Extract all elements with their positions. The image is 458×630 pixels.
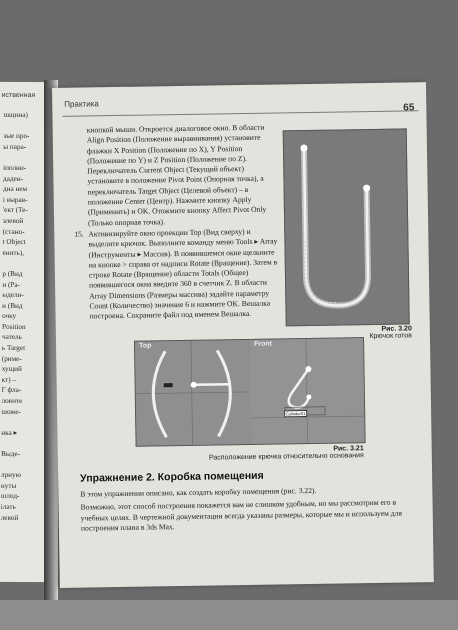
left-page-line: і вырав-	[2, 195, 28, 204]
figure-number: Рис. 3.20	[381, 325, 412, 333]
left-page-line: шщина)	[3, 110, 28, 120]
exercise-paragraph-2: Возможно, этот способ построения покажется вам не слишком удобным, но мы рассмотрим его в учебных целях. В чертежной документации всегда указаны размеры, которые мы и используем для построения плана в 3ds Max.	[80, 497, 402, 533]
left-page-line	[2, 258, 28, 269]
figure-3-21-image	[134, 337, 366, 447]
viewport-top	[135, 340, 250, 446]
header-rule	[62, 110, 418, 117]
step-number: 15.	[74, 229, 84, 239]
exercise-paragraph-1: В этом упражнении описано, как создать коробку помещения (рис. 3.22).	[80, 485, 317, 499]
left-page-line: шоже-	[1, 407, 21, 416]
left-page-line: Выде-	[1, 449, 21, 458]
exercise-body	[80, 484, 421, 537]
paragraph-continuation: кнопкой мыши. Откроется диалоговое окно. В области Align Position (Положение выравнивания) установите флажки X Position (Положение по X), Y Position (Положение по Y) и Z Position (Положение по Z). Переключатель Current Object (Текущий объект) установите в положение Pivot Point (Опорная точка), а переключатель Target Object (Целевой объект) – в положение Center (Центр). Нажмите кнопку Apply (Применить) и OK. Отожмите кнопку Affect Pivot Only (Только опорная точка).	[86, 122, 267, 228]
left-page-line: хущий	[1, 365, 22, 374]
left-page-line	[1, 459, 27, 470]
top-view-render	[135, 340, 250, 446]
left-page-line: ілать	[0, 502, 16, 511]
left-page-line: шлод-	[0, 492, 20, 501]
left-page-line	[1, 438, 27, 449]
object-tag: Cylinder01	[284, 410, 307, 417]
left-page-line: (стано-	[2, 227, 25, 236]
step-text: Активизируйте окно проекции Top (Вид сверху) и выделите крючок. Выполните команду меню Tools ▸ Array (Инструменты ▸ Массив). В появившемся окне щелкните на кнопке > справа от надписи Rotate (Вращение). Затем в строке Rotate (Вращение) области Totals (Общее) появившегося окна введите 360 в счетчик Z. В области Array Dimensions (Размеры массива) задайте параметру Count (Количество) значение 6 и нажмите OK. Вешалка построена. Сохраните файл под именем Вешалка.	[88, 226, 278, 321]
left-page-line: нка ▸	[1, 428, 18, 437]
left-page-line: ь Target	[1, 343, 26, 353]
left-page-line: t Object	[2, 237, 26, 247]
viewport-front	[250, 338, 365, 444]
left-page-header: иственная	[1, 91, 36, 100]
left-page-line: лрную	[0, 471, 22, 480]
book-page	[52, 82, 434, 588]
left-page-line: даден-	[3, 174, 24, 183]
left-page-line: ыдели-	[2, 290, 24, 300]
left-page	[0, 82, 50, 582]
left-page-line: очку	[2, 312, 17, 321]
left-page-line: элевой	[2, 216, 24, 225]
left-page-line: ловите	[1, 396, 23, 406]
left-page-line: дна нем	[2, 185, 28, 194]
left-page-line: ы пара-	[3, 142, 27, 151]
figure-3-20-image	[283, 128, 410, 326]
left-page-line: Г фла-	[1, 386, 22, 395]
figure-3-21-caption	[178, 445, 364, 462]
left-page-line: 'ект (Те-	[2, 206, 28, 215]
left-page-line: Position	[2, 322, 26, 331]
figure-caption: Расположение крючка относительно основания	[208, 452, 364, 462]
page-number: 65	[403, 102, 415, 114]
left-page-line: зые про-	[3, 132, 30, 141]
left-page-line: и (Вид	[2, 301, 23, 310]
viewport-label: Top	[139, 342, 152, 350]
scan-bottom-edge	[0, 600, 458, 630]
step-15	[74, 226, 279, 322]
left-page-line: (риме-	[1, 354, 22, 363]
left-page-line: нуты	[0, 481, 17, 490]
left-page-line	[1, 417, 27, 428]
figure-3-20-caption	[356, 325, 412, 340]
left-page-text	[1, 110, 30, 523]
exercise-title: Упражнение 2. Коробка помещения	[80, 469, 264, 485]
instructions-text	[74, 122, 280, 322]
left-page-line: енить),	[2, 248, 25, 257]
viewport-label: Front	[253, 340, 272, 348]
left-page-line: кт) –	[1, 375, 17, 384]
left-page-line: іполни-	[3, 163, 27, 172]
front-view-render	[250, 338, 365, 444]
hook-render	[284, 129, 409, 325]
figure-number: Рис. 3.21	[333, 445, 364, 453]
figure-caption: Крючок готов	[369, 332, 412, 341]
left-page-line	[3, 120, 29, 131]
left-page-line	[3, 152, 29, 163]
left-page-line: р (Вид	[2, 269, 23, 278]
left-page-line: чатель	[1, 333, 22, 342]
left-page-line: и (Ра-	[2, 280, 20, 289]
left-page-line: левой	[0, 513, 19, 522]
running-header: Практика	[64, 99, 99, 109]
